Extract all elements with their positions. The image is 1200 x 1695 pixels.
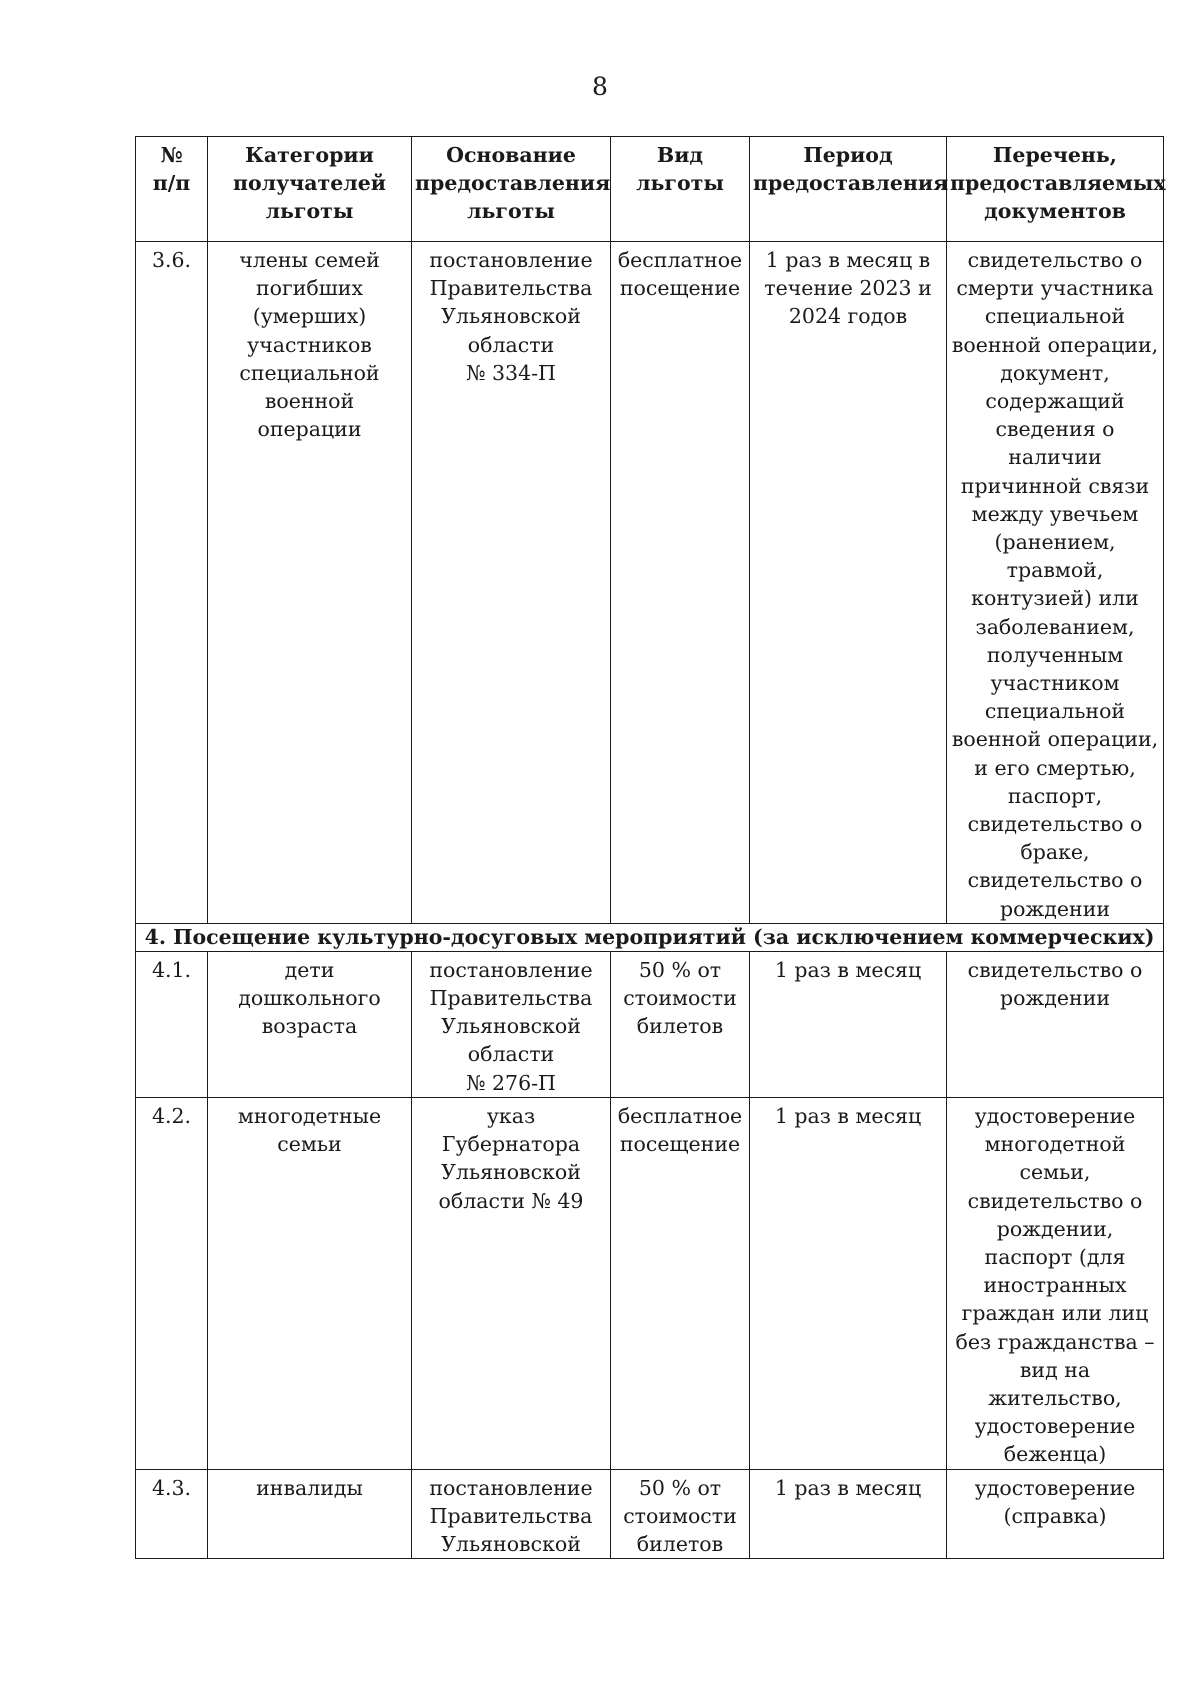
recipient-category: дети дошкольного возраста xyxy=(208,951,412,1097)
legal-basis: постановление Правительства Ульяновской области № 334-П xyxy=(412,242,611,924)
benefit-type: 50 % от стоимости билетов xyxy=(611,951,750,1097)
benefit-type: бесплатное посещение xyxy=(611,242,750,924)
table-row xyxy=(136,242,1164,924)
row-number: 4.3. xyxy=(136,1469,208,1559)
header-basis: Основание предоставления льготы xyxy=(412,137,611,242)
benefit-type: бесплатное посещение xyxy=(611,1097,750,1469)
section-heading-row xyxy=(136,923,1164,951)
row-number: 3.6. xyxy=(136,242,208,924)
legal-basis: постановление Правительства Ульяновской xyxy=(412,1469,611,1559)
benefit-period: 1 раз в месяц xyxy=(750,1097,947,1469)
benefit-period: 1 раз в месяц xyxy=(750,1469,947,1559)
section-heading: 4. Посещение культурно-досуговых мероприятий (за исключением коммерческих) xyxy=(136,923,1164,951)
header-category: Категории получателей льготы xyxy=(208,137,412,242)
header-number: № п/п xyxy=(136,137,208,242)
table-row xyxy=(136,1097,1164,1469)
recipient-category: инвалиды xyxy=(208,1469,412,1559)
header-period: Период предоставления xyxy=(750,137,947,242)
benefit-type: 50 % от стоимости билетов xyxy=(611,1469,750,1559)
benefits-table xyxy=(135,136,1164,1559)
legal-basis: постановление Правительства Ульяновской области № 276-П xyxy=(412,951,611,1097)
table-row xyxy=(136,1469,1164,1559)
legal-basis: указ Губернатора Ульяновской области № 49 xyxy=(412,1097,611,1469)
required-documents: удостоверение (справка) xyxy=(947,1469,1164,1559)
table-header-row xyxy=(136,137,1164,242)
required-documents: удостоверение многодетной семьи, свидетельство о рождении, паспорт (для иностранных граждан или лиц без гражданства – вид на жительство, удостоверение беженца) xyxy=(947,1097,1164,1469)
row-number: 4.1. xyxy=(136,951,208,1097)
benefit-period: 1 раз в месяц xyxy=(750,951,947,1097)
benefit-period: 1 раз в месяц в течение 2023 и 2024 годов xyxy=(750,242,947,924)
page-number: 8 xyxy=(592,72,608,101)
required-documents: свидетельство о рождении xyxy=(947,951,1164,1097)
header-benefit-type: Вид льготы xyxy=(611,137,750,242)
recipient-category: многодетные семьи xyxy=(208,1097,412,1469)
table-row xyxy=(136,951,1164,1097)
header-documents: Перечень, предоставляемых документов xyxy=(947,137,1164,242)
recipient-category: члены семей погибших (умерших) участников специальной военной операции xyxy=(208,242,412,924)
row-number: 4.2. xyxy=(136,1097,208,1469)
required-documents: свидетельство о смерти участника специальной военной операции, документ, содержащий сведения о наличии причинной связи между увечьем (ранением, травмой, контузией) или заболеванием, полученным участником специальной военной операции, и его смертью, паспорт, свидетельство о браке, свидетельство о рождении xyxy=(947,242,1164,924)
